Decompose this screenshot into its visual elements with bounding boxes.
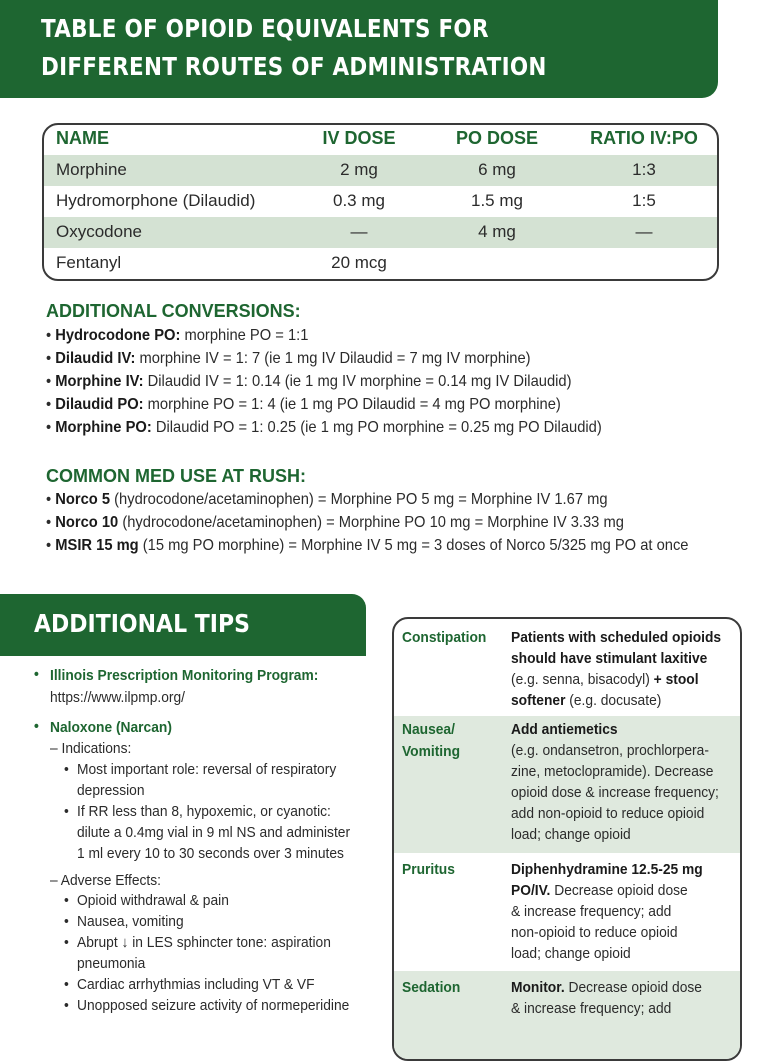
common-med-item: • Norco 5 (hydrocodone/acetaminophen) = Morphine PO 5 mg = Morphine IV 1.67 mg — [46, 491, 608, 508]
side-effect-name: Pruritus — [402, 861, 455, 878]
side-effect-name: Sedation — [402, 979, 461, 996]
indications-label: – Indications: — [50, 740, 132, 757]
indication-text: dilute a 0.4mg vial in 9 ml NS and administer — [77, 824, 351, 841]
table-header-row — [44, 125, 717, 156]
cell-ratio: 1:3 — [632, 160, 656, 179]
ilpmp-link[interactable]: https://www.ilpmp.org/ — [50, 689, 185, 706]
conversion-item: • Dilaudid PO: morphine PO = 1: 4 (ie 1 mg PO Dilaudid = 4 mg PO morphine) — [46, 396, 561, 413]
side-effect-desc: Patients with scheduled opioids should have stimulant laxitive (e.g. senna, bisacodyl) + stool softener (e.g. docusate) — [511, 629, 722, 709]
table-row — [44, 248, 717, 279]
bullet-dot: • — [64, 892, 69, 909]
cell-name: Hydromorphone (Dilaudid) — [56, 191, 256, 210]
side-effect-row-constipation — [394, 619, 740, 716]
conversion-text: Dilaudid IV = 1: 0.14 (ie 1 mg IV morphine = 0.14 mg IV Dilaudid) — [143, 373, 572, 390]
common-med-text: (15 mg PO morphine) = Morphine IV 5 mg = 3 doses of Norco 5/325 mg PO at once — [138, 537, 689, 554]
side-effect-row-sedation — [394, 971, 740, 1061]
bullet-dot: • — [64, 976, 69, 993]
adverse-effect-text: Abrupt ↓ in LES sphincter tone: aspiration — [77, 934, 331, 951]
cell-iv-dose: 0.3 mg — [333, 191, 385, 210]
bullet-dot: • — [34, 666, 39, 683]
conversion-label: Morphine PO: — [55, 419, 152, 436]
conversion-item: • Dilaudid IV: morphine IV = 1: 7 (ie 1 mg IV Dilaudid = 7 mg IV morphine) — [46, 350, 531, 367]
cell-iv-dose: 20 mcg — [331, 253, 387, 272]
conversion-item: • Hydrocodone PO: morphine PO = 1:1 — [46, 327, 309, 344]
additional-conversions-heading: ADDITIONAL CONVERSIONS: — [46, 301, 301, 321]
header-po-dose: PO DOSE — [455, 128, 539, 148]
side-effect-desc: Monitor. Decrease opioid dose & increase frequency; add — [511, 979, 702, 1017]
naloxone-heading: Naloxone (Narcan) — [50, 719, 172, 736]
adverse-effect-text: Cardiac arrhythmias including VT & VF — [77, 976, 315, 993]
conversion-label: Dilaudid PO: — [55, 396, 144, 413]
bullet-dot: • — [64, 934, 69, 951]
bullet-dot: • — [64, 761, 69, 778]
indication-text: depression — [77, 782, 145, 799]
cell-po-dose: 4 mg — [478, 222, 516, 241]
cell-po-dose: 1.5 mg — [471, 191, 523, 210]
conversion-text: morphine IV = 1: 7 (ie 1 mg IV Dilaudid = 7 mg IV morphine) — [135, 350, 531, 367]
common-med-label: Norco 10 — [55, 514, 119, 531]
bullet-dot: • — [64, 997, 69, 1014]
indication-text: If RR less than 8, hypoxemic, or cyanotic: — [77, 803, 331, 820]
adverse-effects-label: – Adverse Effects: — [50, 872, 161, 889]
bullet-dot: • — [34, 718, 39, 735]
side-effect-row-pruritus — [394, 853, 740, 971]
common-med-item: • Norco 10 (hydrocodone/acetaminophen) = Morphine PO 10 mg = Morphine IV 3.33 mg — [46, 514, 624, 531]
common-med-label: MSIR 15 mg — [55, 537, 139, 554]
adverse-effect-text: Unopposed seizure activity of normeperidine — [77, 997, 350, 1014]
cell-po-dose: 6 mg — [478, 160, 516, 179]
cell-name: Oxycodone — [56, 222, 142, 241]
conversion-label: Hydrocodone PO: — [55, 327, 181, 344]
additional-tips-heading: ADDITIONAL TIPS — [34, 609, 250, 638]
common-med-heading: COMMON MED USE AT RUSH: — [46, 466, 306, 486]
cell-iv-dose: 2 mg — [340, 160, 378, 179]
common-med-item: • MSIR 15 mg (15 mg PO morphine) = Morphine IV 5 mg = 3 doses of Norco 5/325 mg PO at once — [46, 537, 689, 554]
adverse-effect-text: Opioid withdrawal & pain — [77, 892, 229, 909]
conversion-label: Dilaudid IV: — [55, 350, 136, 367]
page-title-line-1: TABLE OF OPIOID EQUIVALENTS FOR — [41, 14, 489, 43]
cell-name: Fentanyl — [56, 253, 122, 272]
conversion-item: • Morphine IV: Dilaudid IV = 1: 0.14 (ie 1 mg IV morphine = 0.14 mg IV Dilaudid) — [46, 373, 572, 390]
side-effect-desc: Add antiemetics (e.g. ondansetron, prochlorpera- zine, metoclopramide). Decrease opioid dose & increase frequency; add non-opioid to reduce opioid load; change opioid — [511, 721, 719, 843]
conversion-text: Dilaudid PO = 1: 0.25 (ie 1 mg PO morphine = 0.25 mg PO Dilaudid) — [151, 419, 602, 436]
common-med-text: (hydrocodone/acetaminophen) = Morphine PO 10 mg = Morphine IV 3.33 mg — [118, 514, 624, 531]
conversion-label: Morphine IV: — [55, 373, 144, 390]
table-row — [44, 217, 717, 248]
common-med-label: Norco 5 — [55, 491, 111, 508]
side-effect-desc: Diphenhydramine 12.5-25 mg PO/IV. Decrease opioid dose & increase frequency; add non-opioid to reduce opioid load; change opioid — [511, 861, 703, 962]
indication-text: 1 ml every 10 to 30 seconds over 3 minutes — [77, 845, 344, 862]
ilpmp-heading: Illinois Prescription Monitoring Program: — [50, 667, 319, 684]
table-row — [44, 186, 717, 217]
bullet-dot: • — [64, 913, 69, 930]
indication-text: Most important role: reversal of respiratory — [77, 761, 337, 778]
common-med-text: (hydrocodone/acetaminophen) = Morphine PO 5 mg = Morphine IV 1.67 mg — [110, 491, 608, 508]
conversion-text: morphine PO = 1: 4 (ie 1 mg PO Dilaudid = 4 mg PO morphine) — [143, 396, 561, 413]
adverse-effect-text: pneumonia — [77, 955, 146, 972]
header-ratio: RATIO IV:PO — [590, 128, 698, 148]
side-effect-name: Nausea/ Vomiting — [402, 721, 461, 760]
cell-ratio: 1:5 — [632, 191, 656, 210]
cell-iv-dose: — — [350, 222, 368, 241]
page-title-line-2: DIFFERENT ROUTES OF ADMINISTRATION — [41, 52, 547, 81]
conversion-text: morphine PO = 1:1 — [180, 327, 309, 344]
title-banner — [0, 0, 718, 98]
side-effects-box — [392, 617, 742, 1061]
bullet-dot: • — [64, 803, 69, 820]
side-effect-name: Constipation — [402, 629, 487, 646]
opioid-equivalents-table — [42, 123, 719, 281]
cell-name: Morphine — [56, 160, 127, 179]
side-effect-row-nausea — [394, 716, 740, 853]
header-name: NAME — [56, 128, 109, 148]
adverse-effect-text: Nausea, vomiting — [77, 913, 184, 930]
table-row — [44, 155, 717, 186]
additional-tips-banner — [0, 594, 366, 656]
header-iv-dose: IV DOSE — [322, 128, 396, 148]
cell-ratio: — — [635, 222, 653, 241]
conversion-item: • Morphine PO: Dilaudid PO = 1: 0.25 (ie 1 mg PO morphine = 0.25 mg PO Dilaudid) — [46, 419, 602, 436]
